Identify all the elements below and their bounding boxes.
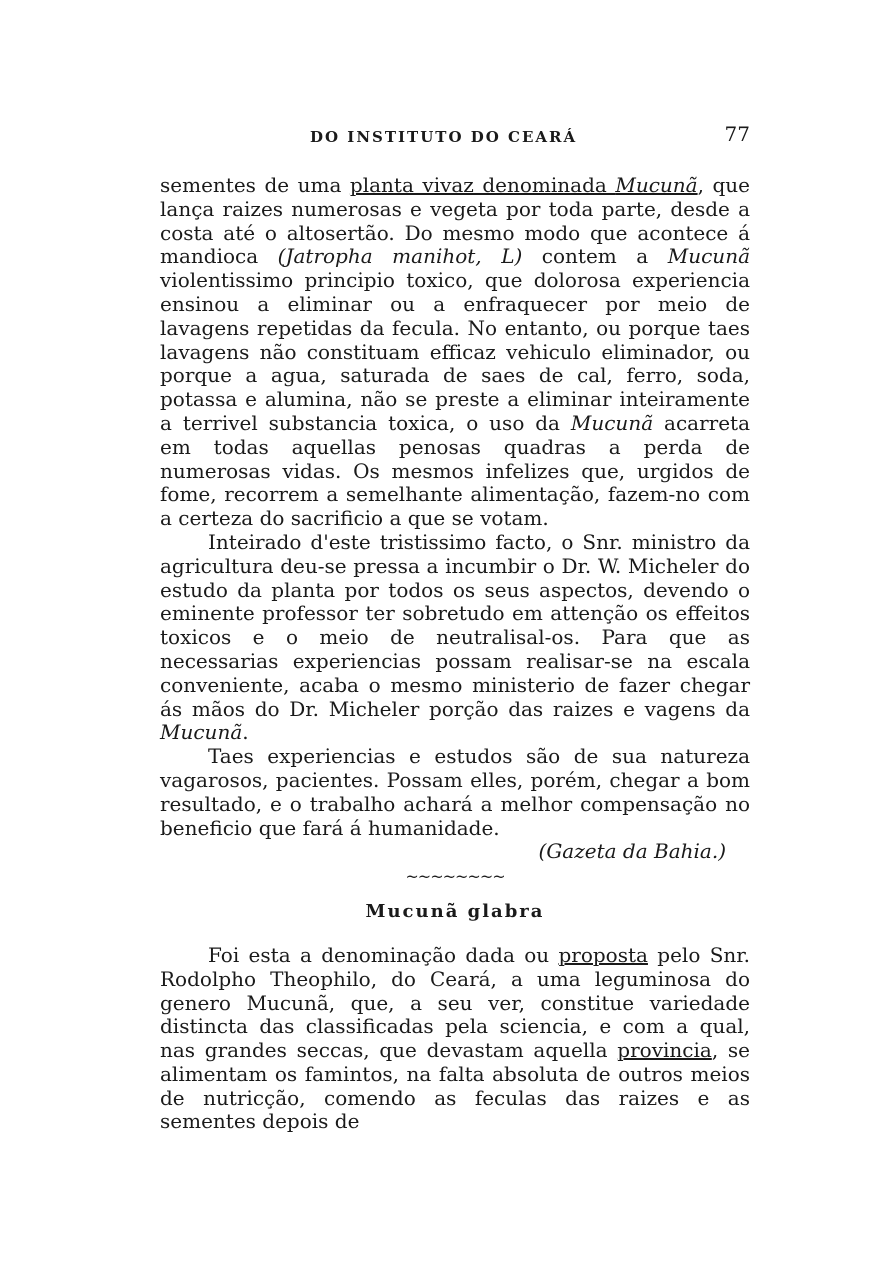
plant-name-italic: Mucunã (160, 720, 243, 745)
paragraph-2-text-1: Inteirado d'este tristissimo facto, o Snr. ministro da agricultura deu-se pressa a incumbir o Dr. W. Micheler do estudo da planta por todos os seus aspectos, devendo o eminente professor ter sobretudo em attenção os effeitos toxicos e o meio de neutralisal-os. Para que as necessarias experiencias possam realisar-se na escala conveniente, acaba o mesmo ministerio de fazer chegar ás mãos do Dr. Micheler porção das raizes e vagens da (160, 529, 750, 721)
paragraph-4 (160, 944, 750, 1134)
paragraph-1-text-3: contem a (522, 244, 668, 269)
plant-name-italic: Mucunã (667, 244, 750, 269)
paragraph-2-text-2: . (242, 720, 249, 745)
underlined-phrase: planta vivaz denominada (349, 173, 616, 197)
scientific-name-italic: (Jatropha manihot, L) (277, 244, 523, 269)
paragraph-1-text-5: acarreta em todas aquellas penosas quadras a perda de numerosas vidas. Os mesmos infelizes que, urgidos de fome, recorrem a semelhante alimentação, fazem-no com a certeza do sacrificio a que se votam. (160, 410, 750, 531)
source-citation: (Gazeta da Bahia.) (538, 839, 726, 864)
paragraph-2 (160, 531, 750, 745)
ornament-divider: ~~~~~~~~ (405, 867, 505, 887)
paragraph-1-text-2: , que lança raizes numerosas e vegeta por toda parte, desde a costa até o altosertão. Do mesmo modo que acontece á mandioca (160, 173, 751, 269)
plant-name-italic: Mucunã (615, 173, 698, 197)
paragraph-3: Taes experiencias e estudos são de sua natureza vagarosos, pacientes. Possam elles, porém, chegar a bom resultado, e o trabalho achará a melhor compensação no beneficio que fará á humanidade. (160, 744, 750, 840)
paragraph-1-text-1: sementes de uma (160, 173, 350, 197)
running-title: DO INSTITUTO DO CEARÁ (310, 128, 578, 146)
running-head (160, 122, 750, 152)
underlined-word: provincia (617, 1038, 712, 1063)
paragraph-1-text-4: violentissimo principio toxico, que dolorosa experiencia ensinou a eliminar ou a enfraquecer por meio de lavagens repetidas da fecula. No entanto, ou porque taes lavagens não constituam efficaz vehiculo eliminador, ou porque a agua, saturada de saes de cal, ferro, soda, potassa e alumina, não se preste a eliminar inteiramente a terrivel substancia toxica, o uso da (160, 268, 750, 435)
paragraph-4-text-2: pelo Snr. Rodolpho Theophilo, do Ceará, a uma leguminosa do genero Mucunã, que, a seu ver, constitue variedade distincta das classificadas pela sciencia, e com a qual, nas grandes seccas, que devastam aquella (160, 942, 750, 1063)
paragraph-4-text-1: Foi esta a denominação dada ou (208, 942, 559, 967)
paragraph-4-text-3: , se alimentam os famintos, na falta absoluta de outros meios de nutricção, comendo as feculas das raizes e as sementes depois de (160, 1038, 750, 1134)
paragraph-1 (160, 174, 750, 531)
plant-name-italic: Mucunã (570, 410, 654, 435)
body-text (160, 174, 750, 1134)
underlined-word: proposta (558, 942, 648, 967)
page-number: 77 (724, 122, 750, 146)
section-heading: Mucunã glabra (365, 901, 545, 923)
